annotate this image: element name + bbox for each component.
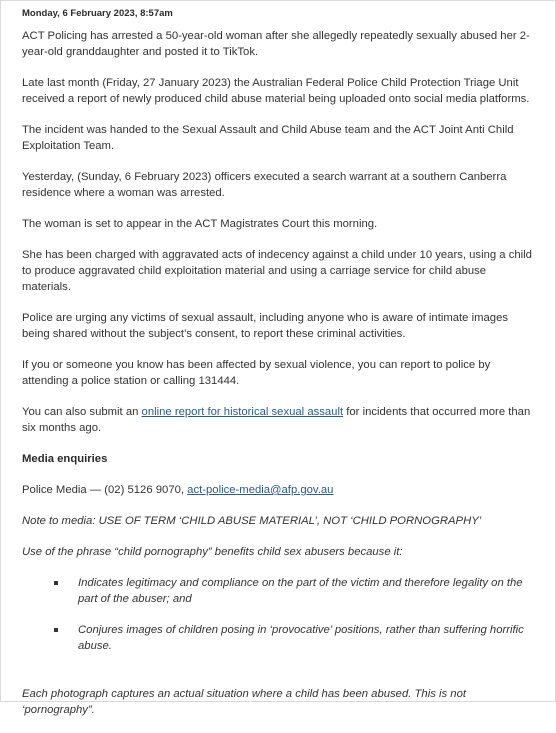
list-item	[78, 575, 537, 607]
publish-date: Monday, 6 February 2023, 8:57am	[22, 8, 173, 19]
list-item-text: Indicates legitimacy and compliance on the part of the victim and therefore legality on the part of the abuser; and	[78, 577, 523, 605]
online-report-link[interactable]: online report for historical sexual assault	[141, 406, 344, 418]
paragraph-warrant: Yesterday, (Sunday, 6 February 2023) officers executed a search warrant at a southern Canberra residence where a woman was arrested.	[22, 171, 507, 199]
bullet-icon	[54, 628, 58, 632]
online-report-text-before: You can also submit an	[22, 406, 142, 418]
closing-statement: Each photograph captures an actual situation where a child has been abused. This is not ‘pornography”.	[22, 688, 467, 716]
paragraph-charges: She has been charged with aggravated acts of indecency against a child under 10 years, using a child to produce aggravated child exploitation material and using a carriage service for child abuse materials.	[22, 249, 532, 293]
article-body	[22, 8, 537, 733]
paragraph-reporting: If you or someone you know has been affected by sexual violence, you can report to police by attending a police station or calling 131444.	[22, 359, 491, 387]
paragraph-court: The woman is set to appear in the ACT Magistrates Court this morning.	[22, 218, 378, 230]
list-item	[78, 622, 537, 654]
media-note: Note to media: USE OF TERM ‘CHILD ABUSE MATERIAL’, NOT ‘CHILD PORNOGRAPHY’	[22, 515, 482, 527]
list-item-text: Conjures images of children posing in ‘provocative’ positions, rather than suffering horrific abuse.	[78, 624, 524, 652]
paragraph-report: Late last month (Friday, 27 January 2023) the Australian Federal Police Child Protection Triage Unit received a report of newly produced child abuse material being uploaded onto social media platforms.	[22, 77, 530, 105]
paragraph-arrest: ACT Policing has arrested a 50-year-old woman after she allegedly repeatedly sexually abused her 2-year-old granddaughter and posted it to TikTok.	[22, 30, 530, 58]
paragraph-handover: The incident was handed to the Sexual Assault and Child Abuse team and the ACT Joint Anti Child Exploitation Team.	[22, 124, 514, 152]
media-enquiries-heading: Media enquiries	[22, 453, 108, 465]
paragraph-urging: Police are urging any victims of sexual assault, including anyone who is aware of intimate images being shared without the subject’s consent, to report these criminal activities.	[22, 312, 509, 340]
media-contact	[22, 482, 537, 498]
terminology-list	[22, 575, 537, 654]
media-email-link[interactable]: act-police-media@afp.gov.au	[187, 484, 334, 496]
terminology-intro: Use of the phrase “child pornography” benefits child sex abusers because it:	[22, 546, 403, 558]
bullet-icon	[54, 581, 58, 585]
paragraph-online-report	[22, 404, 537, 436]
media-contact-phone: Police Media — (02) 5126 9070,	[22, 484, 188, 496]
online-report-text-after: for incidents that occurred more than six months ago.	[22, 406, 531, 434]
